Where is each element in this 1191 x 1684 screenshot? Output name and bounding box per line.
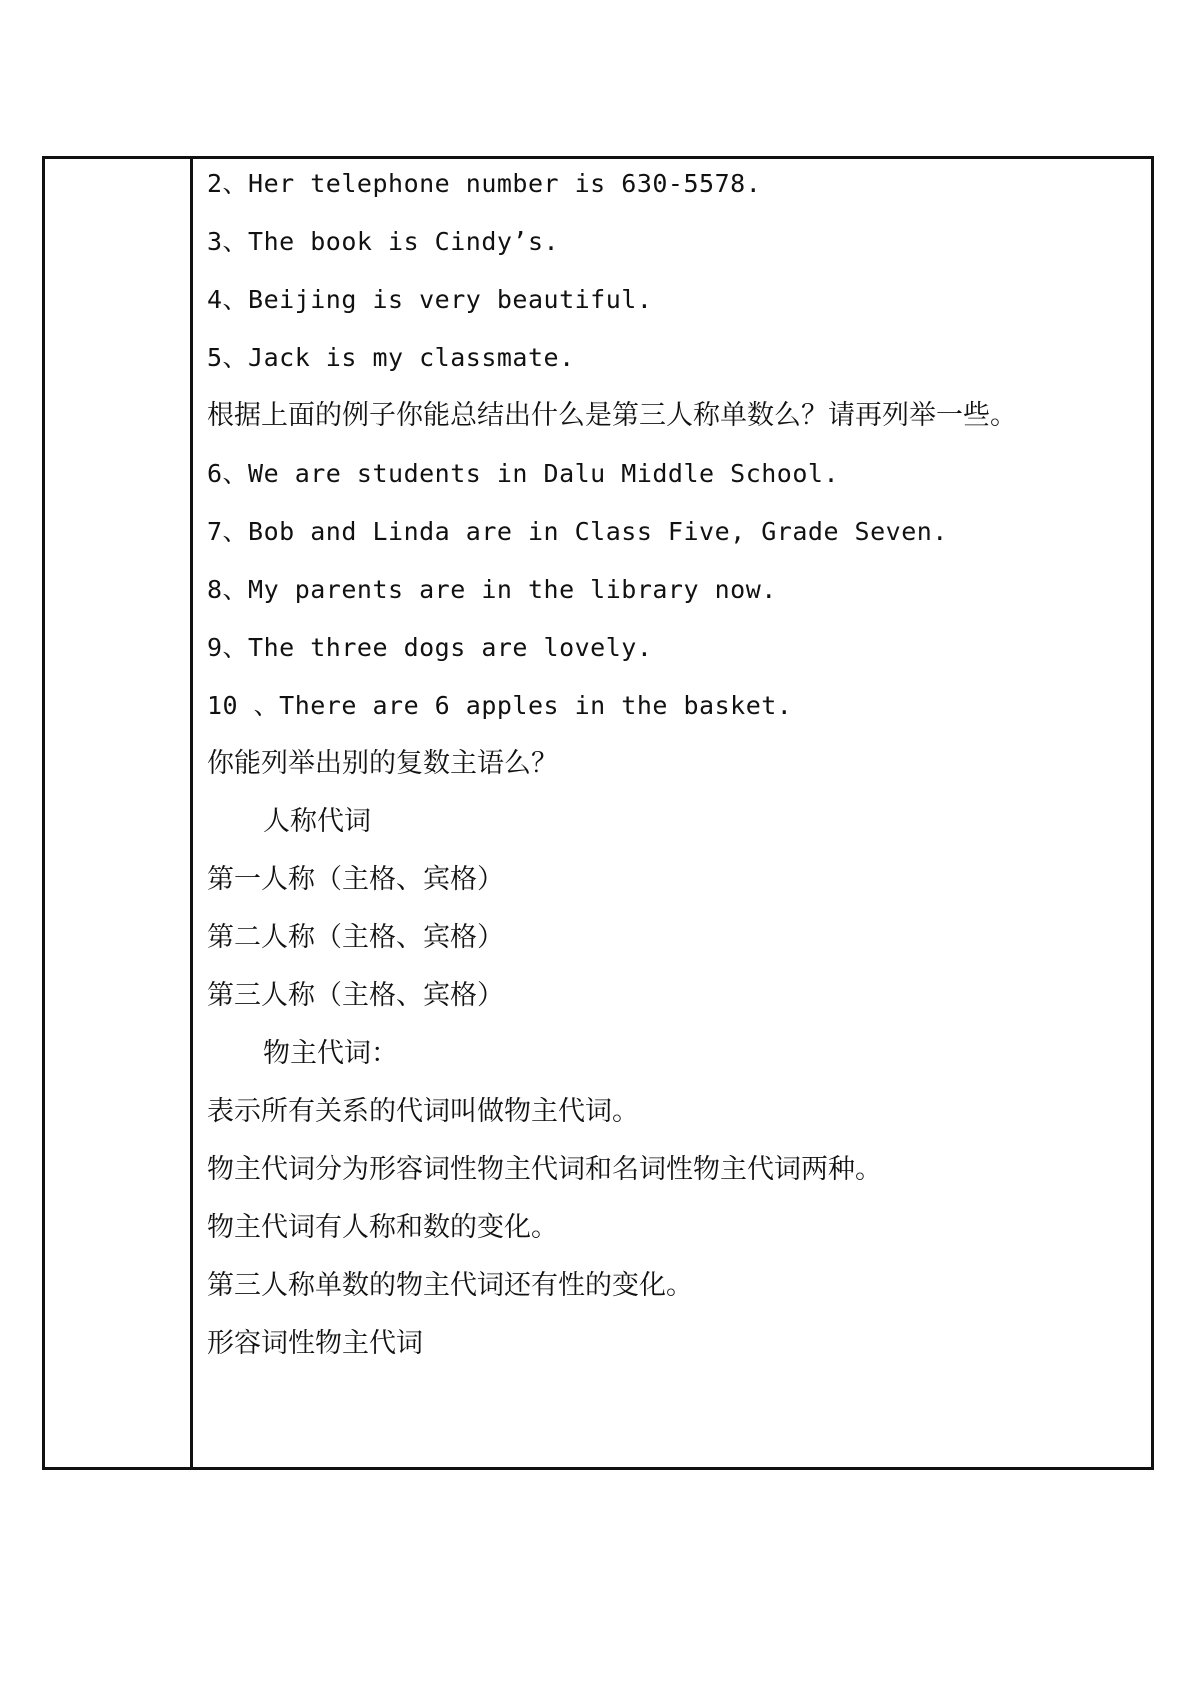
sentence-3: 3、The book is Cindy’s.: [207, 227, 560, 256]
question-plural-subject: 你能列举出别的复数主语么？: [207, 748, 558, 779]
sentence-10: 10 、There are 6 apples in the basket.: [207, 691, 793, 720]
third-person-gender: 第三人称单数的物主代词还有性的变化。: [207, 1270, 693, 1301]
adjective-possessive-heading: 形容词性物主代词: [207, 1328, 423, 1359]
third-person-line: 第三人称（主格、宾格）: [207, 980, 504, 1011]
heading-personal-pronouns: 人称代词: [263, 806, 371, 837]
possessive-definition: 表示所有关系的代词叫做物主代词。: [207, 1096, 639, 1127]
possessive-changes: 物主代词有人称和数的变化。: [207, 1212, 558, 1243]
first-person-line: 第一人称（主格、宾格）: [207, 864, 504, 895]
sentence-8: 8、My parents are in the library now.: [207, 575, 777, 604]
sentence-9: 9、The three dogs are lovely.: [207, 633, 653, 662]
sentence-4: 4、Beijing is very beautiful.: [207, 285, 653, 314]
sentence-7: 7、Bob and Linda are in Class Five, Grade Seven.: [207, 517, 948, 546]
table-left-cell: [45, 159, 193, 1467]
possessive-types: 物主代词分为形容词性物主代词和名词性物主代词两种。: [207, 1154, 882, 1185]
second-person-line: 第二人称（主格、宾格）: [207, 922, 504, 953]
question-third-person: 根据上面的例子你能总结出什么是第三人称单数么？请再列举一些。: [207, 400, 1017, 431]
sentence-6: 6、We are students in Dalu Middle School.: [207, 459, 839, 488]
sentence-5: 5、Jack is my classmate.: [207, 343, 575, 372]
sentence-2: 2、Her telephone number is 630-5578.: [207, 169, 762, 198]
lesson-table: [42, 156, 1154, 1470]
table-right-cell: [193, 159, 1151, 1467]
heading-possessive-pronouns: 物主代词：: [263, 1038, 398, 1069]
